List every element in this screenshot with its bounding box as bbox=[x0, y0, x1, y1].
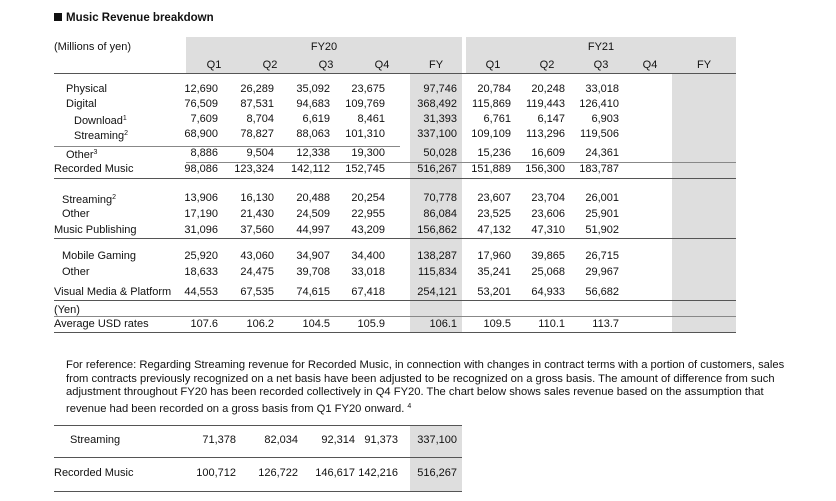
row-label bbox=[62, 249, 136, 263]
table-cell: 47,132 bbox=[477, 224, 511, 236]
table-cell: 6,761 bbox=[483, 113, 511, 125]
table-rule bbox=[54, 146, 400, 147]
row-label-text: Mobile Gaming bbox=[62, 250, 136, 262]
table-cell: 64,933 bbox=[531, 286, 565, 298]
table-cell: 20,784 bbox=[477, 83, 511, 95]
note-footnote-mark: 4 bbox=[407, 402, 412, 410]
row-label bbox=[74, 112, 127, 128]
table-cell: 87,531 bbox=[240, 98, 274, 110]
row-label-text: Download bbox=[74, 115, 123, 127]
table-cell: 104.5 bbox=[302, 318, 330, 330]
table-cell: 43,060 bbox=[240, 250, 274, 262]
table-cell: 67,535 bbox=[240, 286, 274, 298]
table-cell: 34,400 bbox=[351, 250, 385, 262]
table-cell: 31,096 bbox=[184, 224, 218, 236]
row-label-text: Other bbox=[62, 208, 90, 220]
table-cell: 29,967 bbox=[585, 266, 619, 278]
table-cell: 22,955 bbox=[351, 208, 385, 220]
table-cell: 74,615 bbox=[296, 286, 330, 298]
ref-table-rule bbox=[54, 457, 462, 458]
table-cell: 56,682 bbox=[585, 286, 619, 298]
table-cell: 35,241 bbox=[477, 266, 511, 278]
row-label bbox=[54, 162, 133, 176]
table-cell: 24,475 bbox=[240, 266, 274, 278]
table-rule bbox=[54, 238, 736, 239]
table-cell: 6,619 bbox=[302, 113, 330, 125]
ref-table-cell: 126,722 bbox=[258, 467, 298, 479]
row-label bbox=[54, 303, 80, 317]
table-cell: 94,683 bbox=[296, 98, 330, 110]
table-rule bbox=[186, 162, 736, 163]
table-cell: 51,902 bbox=[585, 224, 619, 236]
table-cell: 23,675 bbox=[351, 83, 385, 95]
column-header: Q2 bbox=[262, 59, 278, 71]
table-cell: 7,609 bbox=[190, 113, 218, 125]
row-label bbox=[62, 207, 90, 221]
table-cell: 9,504 bbox=[246, 147, 274, 159]
table-cell: 25,068 bbox=[531, 266, 565, 278]
footnote-mark: 1 bbox=[122, 115, 127, 122]
table-cell: 119,443 bbox=[526, 98, 565, 110]
table-cell: 20,254 bbox=[351, 192, 385, 204]
ref-table-cell: 82,034 bbox=[264, 434, 298, 446]
ref-table-cell: 100,712 bbox=[196, 467, 236, 479]
ref-table-cell: 337,100 bbox=[417, 434, 457, 446]
table-cell: 50,028 bbox=[423, 147, 457, 159]
footnote-mark: 2 bbox=[112, 194, 117, 201]
table-cell: 33,018 bbox=[585, 83, 619, 95]
table-cell: 76,509 bbox=[184, 98, 218, 110]
column-header: Q4 bbox=[374, 59, 390, 71]
row-label-text: Other bbox=[66, 149, 94, 161]
ref-row-label: Recorded Music bbox=[54, 467, 134, 479]
table-cell: 115,869 bbox=[472, 98, 511, 110]
table-cell: 8,886 bbox=[190, 147, 218, 159]
table-cell: 107.6 bbox=[190, 318, 218, 330]
table-cell: 106.1 bbox=[429, 318, 457, 330]
table-cell: 13,906 bbox=[184, 192, 218, 204]
table-cell: 37,560 bbox=[240, 224, 274, 236]
table-cell: 70,778 bbox=[423, 192, 457, 204]
table-cell: 26,289 bbox=[240, 83, 274, 95]
table-cell: 123,324 bbox=[234, 163, 274, 175]
table-cell: 142,112 bbox=[291, 163, 330, 175]
ref-table-rule bbox=[54, 425, 462, 426]
table-cell: 101,310 bbox=[345, 128, 385, 140]
table-cell: 23,607 bbox=[477, 192, 511, 204]
column-header: FY bbox=[428, 59, 444, 71]
table-rule bbox=[54, 332, 736, 333]
table-cell: 12,338 bbox=[296, 147, 330, 159]
footnote-mark: 3 bbox=[93, 149, 98, 156]
ref-table-cell: 142,216 bbox=[358, 467, 398, 479]
table-cell: 106.2 bbox=[246, 318, 274, 330]
ref-table-rule bbox=[54, 491, 462, 492]
reference-note bbox=[66, 359, 806, 416]
table-cell: 8,461 bbox=[357, 113, 385, 125]
table-cell: 25,901 bbox=[585, 208, 619, 220]
table-cell: 15,236 bbox=[477, 147, 511, 159]
table-cell: 39,708 bbox=[296, 266, 330, 278]
table-cell: 516,267 bbox=[417, 163, 457, 175]
table-cell: 113,296 bbox=[526, 128, 565, 140]
row-label-text: Streaming bbox=[74, 130, 125, 142]
table-cell: 6,147 bbox=[537, 113, 565, 125]
table-cell: 26,715 bbox=[585, 250, 619, 262]
table-cell: 21,430 bbox=[240, 208, 274, 220]
table-cell: 78,827 bbox=[240, 128, 274, 140]
table-cell: 254,121 bbox=[417, 286, 457, 298]
row-label bbox=[66, 97, 97, 111]
table-cell: 34,907 bbox=[296, 250, 330, 262]
table-rule bbox=[54, 300, 736, 301]
table-cell: 138,287 bbox=[417, 250, 457, 262]
row-label-text: Digital bbox=[66, 98, 97, 110]
column-header: Q4 bbox=[642, 59, 658, 71]
row-label-text: Streaming bbox=[62, 194, 113, 206]
reference-note-text: For reference: Regarding Streaming revenue for Recorded Music, in connection with changes in contract terms with a portion of customers, sales from contracts previously recognized on a net basis have been adjusted to be recognized on a gross basis. The amount of difference from such adjustment throughout FY20 has been recorded collectively in Q4 FY20. The chart below shows sales revenue based on the assumption that revenue had been recorded on a gross basis from Q1 FY20 onward. bbox=[66, 359, 785, 415]
title-text: Music Revenue breakdown bbox=[66, 12, 214, 24]
table-cell: 35,092 bbox=[296, 83, 330, 95]
table-cell: 151,889 bbox=[471, 163, 511, 175]
fy21-fy-column-shade bbox=[672, 37, 736, 333]
table-cell: 68,900 bbox=[184, 128, 218, 140]
table-cell: 183,787 bbox=[579, 163, 619, 175]
table-cell: 109.5 bbox=[483, 318, 511, 330]
table-cell: 17,190 bbox=[184, 208, 218, 220]
table-cell: 43,209 bbox=[351, 224, 385, 236]
row-label bbox=[54, 223, 137, 237]
table-cell: 44,997 bbox=[296, 224, 330, 236]
table-cell: 25,920 bbox=[184, 250, 218, 262]
table-cell: 24,361 bbox=[585, 147, 619, 159]
table-cell: 20,248 bbox=[531, 83, 565, 95]
table-cell: 109,109 bbox=[471, 128, 511, 140]
column-header: Q3 bbox=[318, 59, 334, 71]
row-label-text: Visual Media & Platform bbox=[54, 286, 172, 298]
table-cell: 8,704 bbox=[246, 113, 274, 125]
table-cell: 152,745 bbox=[345, 163, 385, 175]
row-label-text: Other bbox=[62, 266, 90, 278]
row-label bbox=[66, 146, 97, 162]
table-cell: 23,606 bbox=[531, 208, 565, 220]
row-label-text: Physical bbox=[66, 83, 107, 95]
table-cell: 105.9 bbox=[357, 318, 385, 330]
table-cell: 26,001 bbox=[585, 192, 619, 204]
table-cell: 39,865 bbox=[531, 250, 565, 262]
table-cell: 126,410 bbox=[579, 98, 619, 110]
ref-table-cell: 146,617 bbox=[315, 467, 355, 479]
ref-row-label: Streaming bbox=[70, 434, 121, 446]
table-cell: 368,492 bbox=[417, 98, 457, 110]
title-square-icon bbox=[54, 13, 62, 21]
row-label-text: (Yen) bbox=[54, 304, 80, 316]
row-label bbox=[54, 317, 149, 331]
table-cell: 110.1 bbox=[538, 318, 565, 330]
table-cell: 33,018 bbox=[351, 266, 385, 278]
column-header: Q2 bbox=[539, 59, 555, 71]
table-cell: 109,769 bbox=[345, 98, 385, 110]
ref-table-cell: 516,267 bbox=[417, 467, 457, 479]
table-cell: 119,506 bbox=[580, 128, 619, 140]
fy20-header: FY20 bbox=[310, 41, 338, 53]
table-cell: 113.7 bbox=[592, 318, 619, 330]
table-cell: 86,084 bbox=[423, 208, 457, 220]
ref-table-cell: 91,373 bbox=[364, 434, 398, 446]
table-cell: 97,746 bbox=[423, 83, 457, 95]
table-cell: 337,100 bbox=[417, 128, 457, 140]
table-cell: 16,130 bbox=[240, 192, 274, 204]
table-cell: 18,633 bbox=[184, 266, 218, 278]
table-cell: 17,960 bbox=[477, 250, 511, 262]
row-label-text: Recorded Music bbox=[54, 163, 134, 175]
table-cell: 23,704 bbox=[531, 192, 565, 204]
column-header: Q1 bbox=[206, 59, 222, 71]
ref-table-cell: 71,378 bbox=[202, 434, 236, 446]
row-label-text: Average USD rates bbox=[54, 318, 149, 330]
table-cell: 31,393 bbox=[423, 113, 457, 125]
row-label bbox=[74, 127, 128, 143]
ref-table-cell: 92,314 bbox=[321, 434, 355, 446]
table-cell: 16,609 bbox=[531, 147, 565, 159]
table-cell: 88,063 bbox=[296, 128, 330, 140]
row-label-text: Music Publishing bbox=[54, 224, 137, 236]
table-cell: 98,086 bbox=[184, 163, 218, 175]
row-label bbox=[62, 191, 116, 207]
table-cell: 67,418 bbox=[351, 286, 385, 298]
table-cell: 23,525 bbox=[477, 208, 511, 220]
table-cell: 115,834 bbox=[418, 266, 457, 278]
column-header: Q3 bbox=[593, 59, 609, 71]
table-cell: 19,300 bbox=[351, 147, 385, 159]
column-header: Q1 bbox=[485, 59, 501, 71]
table-cell: 53,201 bbox=[477, 286, 511, 298]
table-cell: 47,310 bbox=[531, 224, 565, 236]
table-cell: 12,690 bbox=[184, 83, 218, 95]
table-cell: 156,862 bbox=[417, 224, 457, 236]
table-cell: 6,903 bbox=[591, 113, 619, 125]
page-title bbox=[54, 12, 214, 24]
unit-label: (Millions of yen) bbox=[54, 41, 132, 53]
footnote-mark: 2 bbox=[124, 130, 129, 137]
row-label bbox=[62, 265, 90, 279]
fy21-header: FY21 bbox=[587, 41, 615, 53]
table-cell: 156,300 bbox=[525, 163, 565, 175]
table-cell: 44,553 bbox=[184, 286, 218, 298]
table-rule bbox=[54, 178, 736, 179]
column-header: FY bbox=[696, 59, 712, 71]
table-cell: 24,509 bbox=[296, 208, 330, 220]
row-label bbox=[66, 82, 107, 96]
table-rule bbox=[54, 316, 736, 317]
table-rule bbox=[54, 73, 736, 74]
table-cell: 20,488 bbox=[296, 192, 330, 204]
